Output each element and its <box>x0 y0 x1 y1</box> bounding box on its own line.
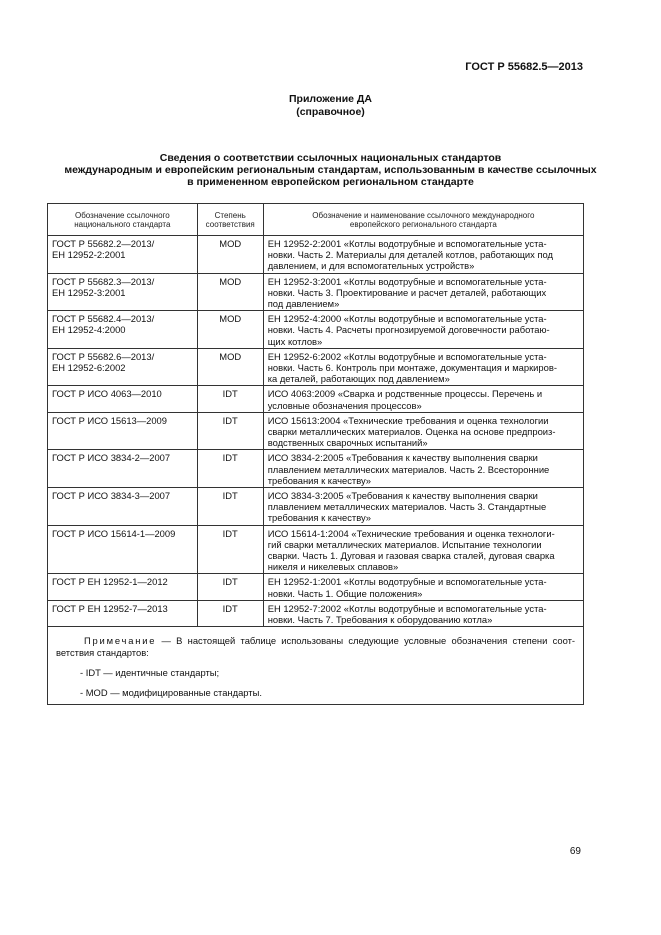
cell-international-standard <box>263 273 583 311</box>
heading-line: в примененном европейском региональном стандарте <box>187 176 474 188</box>
reference-line: ИСО 15613:2004 «Технические требования и оценка технологии <box>267 414 549 426</box>
table-note <box>48 627 584 705</box>
cell-degree: IDT <box>197 525 263 574</box>
reference-line: ЕН 12952-4:2000 «Котлы водотрубные и вспомогательные уста- <box>267 313 547 325</box>
cell-national-standard <box>48 450 198 488</box>
reference-line: новки. Часть 2. Материалы для деталей котлов, работающих под <box>267 249 554 261</box>
reference-line: требования к качеству» <box>267 512 371 524</box>
header-line: соответствия <box>205 220 255 229</box>
table-row <box>48 236 584 274</box>
standard-line: ГОСТ Р ЕН 12952-1—2012 <box>52 576 168 588</box>
page-number: 69 <box>569 846 581 857</box>
reference-line: условные обозначения процессов» <box>267 399 422 411</box>
standard-line: ГОСТ Р ИСО 15613—2009 <box>52 414 167 426</box>
note-text <box>56 635 575 657</box>
standard-line: ГОСТ Р ИСО 15614-1—2009 <box>52 527 176 539</box>
table-row <box>48 525 584 574</box>
header-international-standard <box>263 204 583 236</box>
reference-line: плавлением металлических материалов. Часть 3. Стандартные <box>267 501 547 513</box>
reference-line: сварки. Часть 1. Дуговая и газовая сварка сталей, дуговая сварка <box>267 550 555 562</box>
reference-line: сварки металлических материалов. Оценка на основе предпроиз- <box>267 426 556 438</box>
cell-national-standard <box>48 273 198 311</box>
table-header-row <box>48 204 584 236</box>
reference-line: новки. Часть 6. Контроль при монтаже, документация и маркиров- <box>267 362 557 374</box>
appendix-subtitle: (справочное) <box>296 106 365 118</box>
heading-line: международным и европейским региональным стандартам, использованным в качестве ссылочных <box>64 164 597 176</box>
heading-line: Сведения о соответствии ссылочных национальных стандартов <box>159 152 502 164</box>
cell-degree: IDT <box>197 412 263 450</box>
header-line: европейского регионального стандарта <box>349 220 497 229</box>
cell-international-standard <box>263 450 583 488</box>
standard-line: ГОСТ Р ИСО 3834-3—2007 <box>52 490 171 502</box>
cell-degree: IDT <box>197 386 263 412</box>
appendix-title: Приложение ДА <box>289 93 372 105</box>
cell-degree: IDT <box>197 574 263 600</box>
standard-line: ЕН 12952-6:2002 <box>52 362 126 374</box>
reference-line: ка деталей, работающих под давлением» <box>267 373 450 385</box>
header-line: Обозначение и наименование ссылочного международного <box>312 210 535 220</box>
cell-degree: MOD <box>197 348 263 386</box>
header-line: Обозначение ссылочного <box>75 210 170 220</box>
cell-degree: IDT <box>197 488 263 526</box>
reference-line: ИСО 15614-1:2004 «Технические требования и оценка технологи- <box>267 527 555 539</box>
standard-line: ГОСТ Р ЕН 12952-7—2013 <box>52 602 168 614</box>
cell-national-standard <box>48 348 198 386</box>
reference-line: ИСО 4063:2009 «Сварка и родственные процессы. Перечень и <box>267 388 543 400</box>
reference-line: ИСО 3834-2:2005 «Требования к качеству выполнения сварки <box>267 452 538 464</box>
reference-line: ЕН 12952-2:2001 «Котлы водотрубные и вспомогательные уста- <box>267 238 547 249</box>
cell-national-standard <box>48 488 198 526</box>
reference-line: новки. Часть 3. Проектирование и расчет деталей, работающих <box>267 286 547 298</box>
cell-national-standard <box>48 525 198 574</box>
cell-international-standard <box>263 236 583 274</box>
note-item-idt: - IDT — идентичные стандарты; <box>80 666 220 678</box>
table-row <box>48 488 584 526</box>
reference-line: ЕН 12952-3:2001 «Котлы водотрубные и вспомогательные уста- <box>267 275 547 287</box>
cell-national-standard <box>48 574 198 600</box>
cell-international-standard <box>263 412 583 450</box>
cell-international-standard <box>263 386 583 412</box>
standard-line: ГОСТ Р 55682.3—2013/ <box>52 275 155 287</box>
standard-line: ГОСТ Р ИСО 3834-2—2007 <box>52 452 171 464</box>
cell-national-standard <box>48 311 198 349</box>
cell-degree: IDT <box>197 600 263 626</box>
table-row <box>48 412 584 450</box>
reference-line: давлением, и для вспомогательных устройств» <box>267 260 475 272</box>
appendix-title-block <box>0 93 661 119</box>
reference-line: ЕН 12952-6:2002 «Котлы водотрубные и вспомогательные уста- <box>267 350 547 362</box>
table-note-row <box>48 627 584 705</box>
reference-line: водственных сварочных испытаний» <box>267 437 428 449</box>
reference-line: никеля и никелевых сплавов» <box>267 561 399 573</box>
reference-line: ЕН 12952-1:2001 «Котлы водотрубные и вспомогательные уста- <box>267 576 547 588</box>
standard-line: ЕН 12952-4:2000 <box>52 324 126 336</box>
note-body: — В настоящей таблице использованы следующие условные обозначения степени соот-ветствия стандартов: <box>56 635 575 658</box>
cell-national-standard <box>48 412 198 450</box>
cell-degree: MOD <box>197 236 263 274</box>
table-row <box>48 386 584 412</box>
reference-line: плавлением металлических материалов. Часть 2. Всесторонние <box>267 463 550 475</box>
header-line: Степень <box>214 210 246 220</box>
table-row <box>48 273 584 311</box>
reference-line: требования к качеству» <box>267 474 371 486</box>
header-line: национального стандарта <box>74 220 171 229</box>
table-row <box>48 574 584 600</box>
note-label: Примечание <box>84 635 157 647</box>
cell-international-standard <box>263 525 583 574</box>
table-heading <box>40 152 621 188</box>
standard-line: ГОСТ Р ИСО 4063—2010 <box>52 388 162 400</box>
table-body <box>48 236 584 627</box>
note-item-mod: - MOD — модифицированные стандарты. <box>80 686 262 698</box>
reference-line: новки. Часть 1. Общие положения» <box>267 587 423 599</box>
header-national-standard <box>48 204 198 236</box>
cell-degree: MOD <box>197 311 263 349</box>
standard-line: ГОСТ Р 55682.4—2013/ <box>52 313 155 325</box>
reference-line: новки. Часть 7. Требования к оборудованию котла» <box>267 614 493 626</box>
standard-line: ЕН 12952-3:2001 <box>52 286 126 298</box>
header-degree <box>197 204 263 236</box>
cell-national-standard <box>48 236 198 274</box>
cell-international-standard <box>263 574 583 600</box>
cell-national-standard <box>48 386 198 412</box>
reference-line: новки. Часть 4. Расчеты прогнозируемой договечности работаю- <box>267 324 550 336</box>
cell-international-standard <box>263 600 583 626</box>
table-row <box>48 450 584 488</box>
table-row <box>48 348 584 386</box>
reference-line: под давлением» <box>267 298 340 310</box>
standard-line: ГОСТ Р 55682.2—2013/ <box>52 238 155 249</box>
cell-national-standard <box>48 600 198 626</box>
standards-correspondence-table <box>47 203 584 705</box>
cell-international-standard <box>263 311 583 349</box>
reference-line: щих котлов» <box>267 335 323 347</box>
table-row <box>48 311 584 349</box>
standard-line: ГОСТ Р 55682.6—2013/ <box>52 350 155 362</box>
cell-degree: IDT <box>197 450 263 488</box>
reference-line: гий сварки металлических материалов. Испытание технологии <box>267 538 542 550</box>
cell-international-standard <box>263 348 583 386</box>
cell-degree: MOD <box>197 273 263 311</box>
cell-international-standard <box>263 488 583 526</box>
table-row <box>48 600 584 626</box>
standard-line: ЕН 12952-2:2001 <box>52 249 126 261</box>
reference-line: ИСО 3834-3:2005 «Требования к качеству выполнения сварки <box>267 490 538 502</box>
document-code: ГОСТ Р 55682.5—2013 <box>465 61 583 73</box>
reference-line: ЕН 12952-7:2002 «Котлы водотрубные и вспомогательные уста- <box>267 602 547 614</box>
